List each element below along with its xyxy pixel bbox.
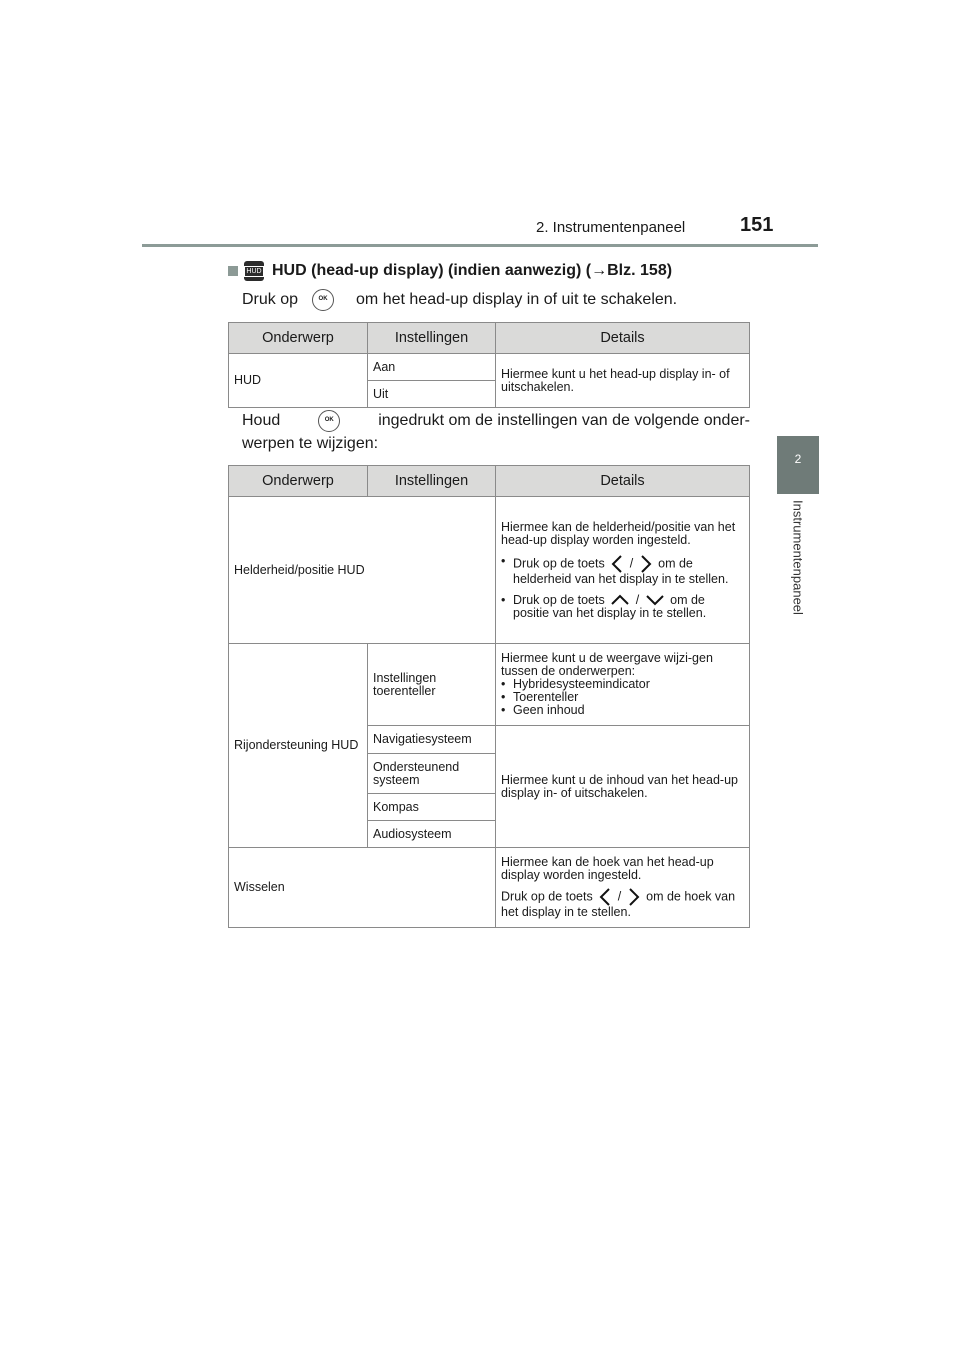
header-onderwerp: Onderwerp xyxy=(229,466,368,497)
cell-item-brightness: Helderheid/positie HUD xyxy=(229,497,496,644)
section-heading xyxy=(228,261,672,281)
ok-button-icon: OK xyxy=(318,410,340,432)
bullet-separator: / xyxy=(635,592,640,607)
cell-setting-audio: Audiosysteem xyxy=(368,821,496,848)
chevron-right-icon xyxy=(640,555,652,573)
intro2-after-line1: ingedrukt om de instellingen van de volgende onder- xyxy=(378,412,750,429)
ok-button-icon: OK xyxy=(312,289,334,311)
bullet-separator: / xyxy=(629,555,634,570)
table-header-row xyxy=(229,323,750,354)
details-bullet xyxy=(501,555,744,586)
list-item: • Toerenteller xyxy=(501,691,744,704)
intro1-after: om het head-up display in of uit te schakelen. xyxy=(356,291,678,308)
bullet-text: Druk op de toets xyxy=(513,592,605,607)
cell-setting-uit: Uit xyxy=(368,381,496,408)
hud-options-table xyxy=(228,465,750,928)
cell-details-switch xyxy=(496,848,750,928)
table-row xyxy=(229,497,750,644)
chevron-down-icon xyxy=(646,594,664,606)
cell-item-hud: HUD xyxy=(229,354,368,408)
details-brightness-intro: Hiermee kan de helderheid/positie van het head-up display worden ingesteld. xyxy=(501,519,736,547)
header-instellingen: Instellingen xyxy=(368,323,496,354)
hud-settings-table xyxy=(228,322,750,408)
switch-separator: / xyxy=(617,889,622,904)
bullet-text: om de positie van het display in te stellen. xyxy=(513,592,707,620)
list-item: • Hybridesysteemindicator xyxy=(501,678,744,691)
cell-details-view xyxy=(496,644,750,726)
details-bullet xyxy=(501,594,744,620)
intro2-line2: werpen te wijzigen: xyxy=(242,435,379,452)
cell-details-content: Hiermee kunt u de inhoud van het head-up display in- of uitschakelen. xyxy=(496,726,750,848)
header-onderwerp: Onderwerp xyxy=(229,323,368,354)
switch-text: om de hoek van het display in te stellen. xyxy=(501,889,736,919)
cell-setting-tachometer: Instellingen toerenteller xyxy=(368,644,496,726)
chapter-side-label-text: Instrumentenpaneel xyxy=(790,500,806,615)
table-header-row xyxy=(229,466,750,497)
details-view-intro: Hiermee kunt u de weergave wijzi-gen tussen de onderwerpen: xyxy=(501,651,713,678)
cell-details-brightness xyxy=(496,497,750,644)
cell-setting-aan: Aan xyxy=(368,354,496,381)
chevron-left-icon xyxy=(611,555,623,573)
square-bullet-icon xyxy=(228,266,238,276)
chevron-left-icon xyxy=(599,888,611,906)
cell-details-hud: Hiermee kunt u het head-up display in- of uitschakelen. xyxy=(496,354,750,408)
header-details: Details xyxy=(496,466,750,497)
details-switch-line xyxy=(501,888,744,919)
cell-item-switch: Wisselen xyxy=(229,848,496,928)
bullet-text: om de helderheid van het display in te stellen. xyxy=(513,555,729,586)
list-item: • Geen inhoud xyxy=(501,704,744,717)
intro2-before: Houd xyxy=(242,412,281,429)
running-header-section: 2. Instrumentenpaneel xyxy=(536,219,686,236)
table-row xyxy=(229,354,750,381)
intro1-before: Druk op xyxy=(242,291,299,308)
section-heading-text: HUD (head-up display) (indien aanwezig) (→Blz. 158) xyxy=(272,262,673,279)
chapter-side-label xyxy=(788,500,808,640)
table-row xyxy=(229,848,750,928)
details-switch-intro: Hiermee kan de hoek van het head-up display worden ingesteld. xyxy=(501,855,714,882)
hud-icon-text: HUD xyxy=(246,267,262,275)
table-row xyxy=(229,644,750,726)
cell-item-driving-support: Rijondersteuning HUD xyxy=(229,644,368,848)
chapter-tab: 2 xyxy=(777,436,819,494)
page-number: 151 xyxy=(740,214,774,236)
bullet-text: Druk op de toets xyxy=(513,555,605,570)
intro-paragraph-2 xyxy=(242,409,750,455)
header-instellingen: Instellingen xyxy=(368,466,496,497)
cell-setting-support-system: Ondersteunend systeem xyxy=(368,754,496,794)
chevron-up-icon xyxy=(611,594,629,606)
intro-paragraph-1 xyxy=(242,288,677,311)
hud-icon xyxy=(244,261,264,281)
header-details: Details xyxy=(496,323,750,354)
cell-setting-navigation: Navigatiesysteem xyxy=(368,726,496,754)
switch-text: Druk op de toets xyxy=(501,889,593,904)
header-divider xyxy=(142,244,818,247)
intro2-line1 xyxy=(242,409,750,432)
cell-setting-compass: Kompas xyxy=(368,794,496,821)
chevron-right-icon xyxy=(628,888,640,906)
